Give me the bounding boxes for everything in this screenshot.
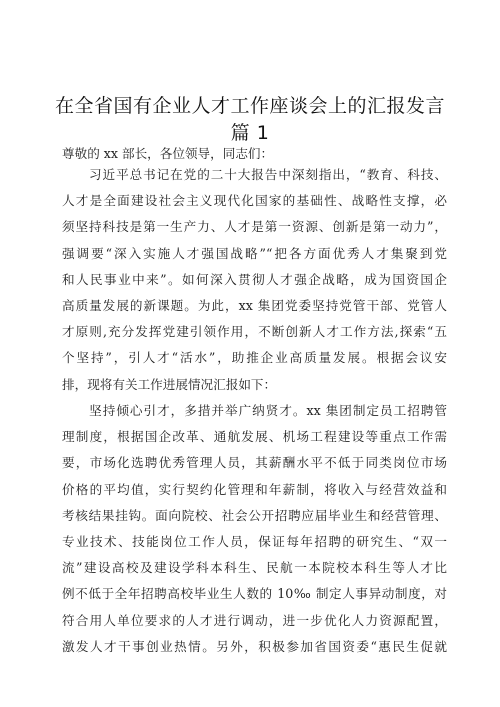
text-line: 才原则,充分发挥党建引领作用，不断创新人才工作方法,探索“五 bbox=[62, 324, 447, 340]
document-title: 在全省国有企业人才工作座谈会上的汇报发言 bbox=[54, 95, 445, 117]
text-line: 人才是全面建设社会主义现代化国家的基础性、战略性支撑，必 bbox=[62, 193, 447, 209]
text-line: 考核结果挂钩。面向院校、社会公开招聘应届毕业生和经营管理、 bbox=[62, 507, 447, 523]
text-line: 和人民事业中来”。如何深入贯彻人才强企战略，成为国资国企 bbox=[62, 271, 447, 287]
text-line: 专业技术、技能岗位工作人员，保证每年招聘的研究生、“双一 bbox=[62, 533, 447, 549]
text-line: 习近平总书记在党的二十大报告中深刻指出，“教育、科技、 bbox=[62, 167, 447, 182]
paragraph-2 bbox=[62, 398, 447, 660]
text-line: 符合用人单位要求的人才进行调动，进一步优化人力资源配置， bbox=[62, 612, 447, 628]
document-subtitle: 篇 1 bbox=[230, 122, 270, 144]
text-line: 坚持倾心引才，多措并举广纳贤才。xx 集团制定员工招聘管 bbox=[62, 403, 447, 418]
text-line: 高质量发展的新课题。为此，xx 集团党委坚持党管干部、党管人 bbox=[62, 297, 447, 313]
text-line: 激发人才干事创业热情。另外，积极参加省国资委“惠民生促就 bbox=[62, 638, 447, 654]
text-line: 流”建设高校及建设学科本科生、民航一本院校本科生等人才比 bbox=[62, 560, 447, 576]
text-line: 排，现将有关工作进展情况汇报如下： bbox=[62, 376, 277, 392]
text-line: 强调要“深入实施人才强国战略”“把各方面优秀人才集聚到党 bbox=[62, 245, 447, 261]
text-line: 要，市场化选聘优秀管理人员，其薪酬水平不低于同类岗位市场 bbox=[62, 455, 447, 471]
text-line: 例不低于全年招聘高校毕业生人数的 10‰ 制定人事异动制度，对 bbox=[62, 586, 447, 602]
text-line: 理制度，根据国企改革、通航发展、机场工程建设等重点工作需 bbox=[62, 429, 447, 445]
text-line: 价格的平均值，实行契约化管理和年薪制，将收入与经营效益和 bbox=[62, 481, 447, 497]
paragraph-1 bbox=[62, 162, 447, 398]
text-line: 个坚持”，引人才“活水”，助推企业高质量发展。根据会议安 bbox=[62, 350, 447, 366]
salutation: 尊敬的 xx 部长，各位领导，同志们： bbox=[62, 146, 274, 161]
text-line: 须坚持科技是第一生产力、人才是第一资源、创新是第一动力”， bbox=[62, 219, 447, 235]
